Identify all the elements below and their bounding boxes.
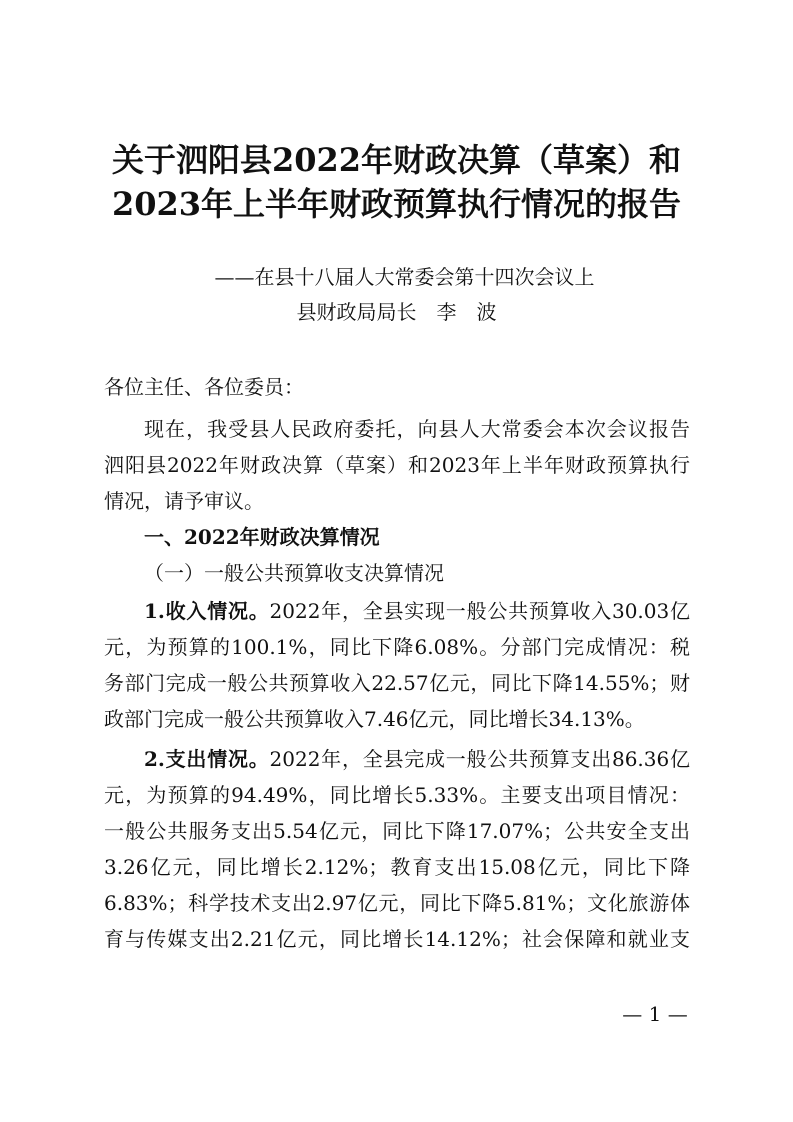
intro-line-2: 泗阳县2022年财政决算（草案）和2023年上半年财政预算执行 xyxy=(104,453,690,477)
income-paragraph-line-4: 政部门完成一般公共预算收入7.46亿元，同比增长34.13%。 xyxy=(104,707,645,731)
income-lead: 1.收入情况。 xyxy=(144,599,270,623)
document-title-line-2: 2023年上半年财政预算执行情况的报告 xyxy=(111,185,682,223)
expense-lead: 2.支出情况。 xyxy=(144,747,270,771)
expense-paragraph-line-1 xyxy=(144,742,690,776)
subsection-heading-1: （一）一般公共预算收支决算情况 xyxy=(144,561,444,585)
expense-paragraph-line-3: 一般公共服务支出5.54亿元，同比下降17.07%；公共安全支出 xyxy=(104,819,690,843)
section-heading-1: 一、2022年财政决算情况 xyxy=(144,525,380,549)
expense-paragraph-line-6: 育与传媒支出2.21亿元，同比增长14.12%；社会保障和就业支 xyxy=(104,927,690,951)
document-subtitle-meeting: ——在县十八届人大常委会第十四次会议上 xyxy=(214,265,595,289)
income-paragraph-line-2: 元，为预算的100.1%，同比下降6.08%。分部门完成情况：税 xyxy=(104,635,690,659)
income-paragraph-line-3: 务部门完成一般公共预算收入22.57亿元，同比下降14.55%；财 xyxy=(104,671,690,695)
document-subtitle-speaker: 县财政局局长 李 波 xyxy=(296,300,497,324)
page-number: — 1 — xyxy=(622,1002,688,1026)
expense-text-line-1: 2022年，全县完成一般公共预算支出86.36亿 xyxy=(269,747,690,771)
income-text-line-1: 2022年，全县实现一般公共预算收入30.03亿 xyxy=(269,599,690,623)
intro-line-1: 现在，我受县人民政府委托，向县人大常委会本次会议报告 xyxy=(144,417,690,441)
expense-paragraph-line-4: 3.26亿元，同比增长2.12%；教育支出15.08亿元，同比下降 xyxy=(104,855,690,879)
intro-line-3: 情况，请予审议。 xyxy=(104,489,264,513)
document-title-line-1: 关于泗阳县2022年财政决算（草案）和 xyxy=(111,141,682,179)
income-paragraph-line-1 xyxy=(144,594,690,628)
expense-paragraph-line-2: 元，为预算的94.49%，同比增长5.33%。主要支出项目情况： xyxy=(104,783,690,807)
salutation: 各位主任、各位委员： xyxy=(104,375,304,399)
expense-paragraph-line-5: 6.83%；科学技术支出2.97亿元，同比下降5.81%；文化旅游体 xyxy=(104,891,690,915)
